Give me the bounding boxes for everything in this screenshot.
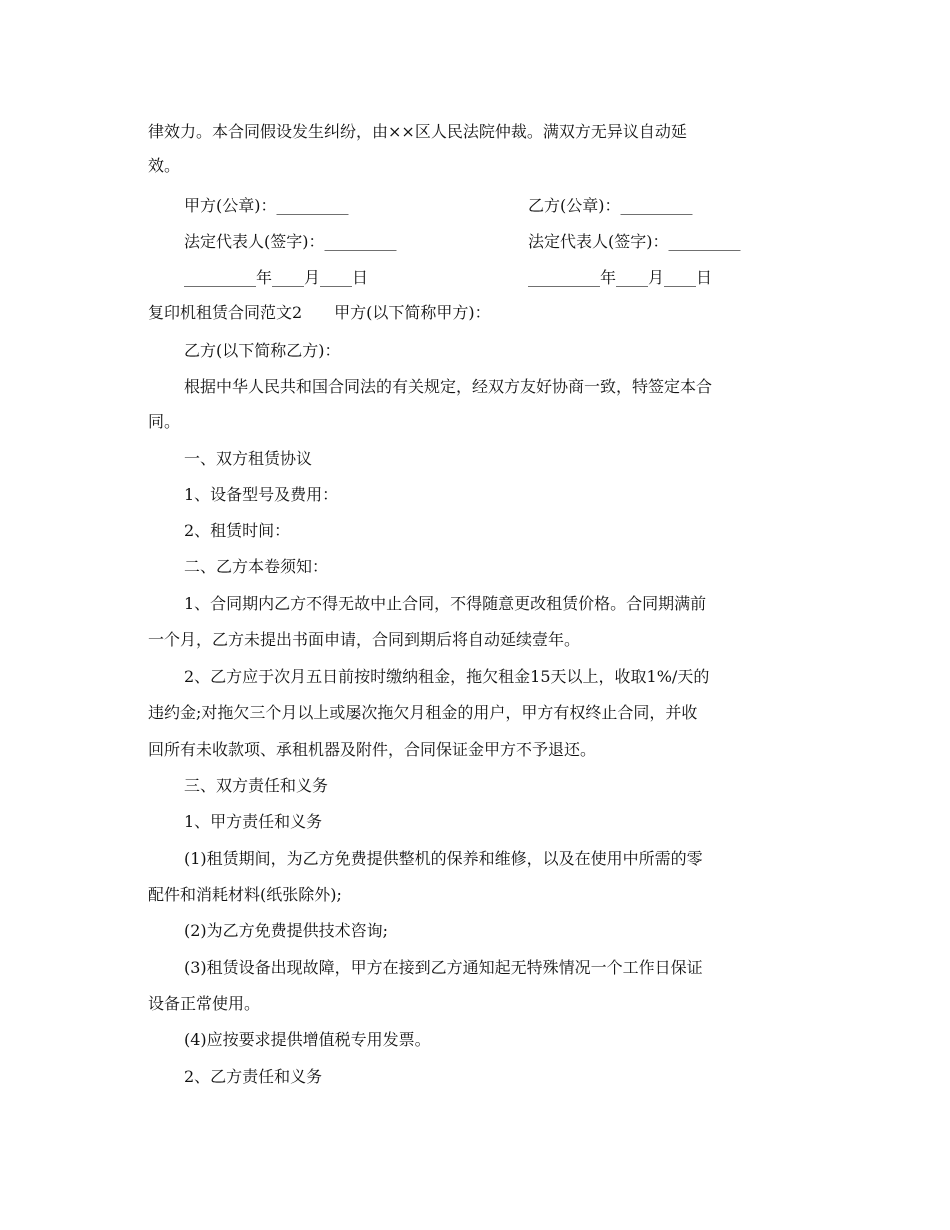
paragraph-line: (4)应按要求提供增值税专用发票。 [184,1030,431,1049]
paragraph-line: 律效力。本合同假设发生纠纷，由××区人民法院仲裁。满双方无异议自动延 [148,122,687,141]
paragraph-line: 1、甲方责任和义务 [184,812,323,831]
party-a-seal: 甲方(公章)：_________ [184,196,349,215]
party-a-representative: 法定代表人(签字)：_________ [184,232,397,251]
paragraph-line: 回所有未收款项、承租机器及附件，合同保证金甲方不予退还。 [148,740,597,759]
section-heading: 一、双方租赁协议 [184,449,313,468]
paragraph-line: 2、乙方责任和义务 [184,1067,323,1086]
paragraph-line: (1)租赁期间，为乙方免费提供整机的保养和维修，以及在使用中所需的零 [184,849,703,868]
paragraph-line: 配件和消耗材料(纸张除外); [148,885,342,904]
party-b-seal: 乙方(公章)：_________ [528,196,693,215]
party-b-date: _________年____月____日 [528,268,713,287]
paragraph-line: 1、设备型号及费用： [184,485,339,504]
contract-title-line: 复印机租赁合同范文2 甲方(以下简称甲方)： [148,303,491,322]
section-heading: 二、乙方本卷须知： [184,557,329,576]
paragraph-line: 根据中华人民共和国合同法的有关规定，经双方友好协商一致，特签定本合 [184,377,713,396]
paragraph-line: 2、乙方应于次月五日前按时缴纳租金，拖欠租金15天以上，收取1%/天的 [184,667,710,686]
paragraph-line: (2)为乙方免费提供技术咨询; [184,921,389,940]
paragraph-line: (3)租赁设备出现故障，甲方在接到乙方通知起无特殊情况一个工作日保证 [184,958,703,977]
paragraph-line: 违约金;对拖欠三个月以上或屡次拖欠月租金的用户，甲方有权终止合同，并收 [148,703,698,722]
paragraph-line: 2、租赁时间： [184,521,291,540]
paragraph-line: 乙方(以下简称乙方)： [184,341,341,360]
paragraph-line: 1、合同期内乙方不得无故中止合同，不得随意更改租赁价格。合同期满前 [184,594,707,613]
paragraph-line: 设备正常使用。 [148,994,261,1013]
paragraph-line: 效。 [148,156,181,175]
section-heading: 三、双方责任和义务 [184,776,329,795]
paragraph-line: 同。 [148,412,181,431]
party-b-representative: 法定代表人(签字)：_________ [528,232,741,251]
paragraph-line: 一个月，乙方未提出书面申请，合同到期后将自动延续壹年。 [148,630,581,649]
party-a-date: _________年____月____日 [184,268,369,287]
